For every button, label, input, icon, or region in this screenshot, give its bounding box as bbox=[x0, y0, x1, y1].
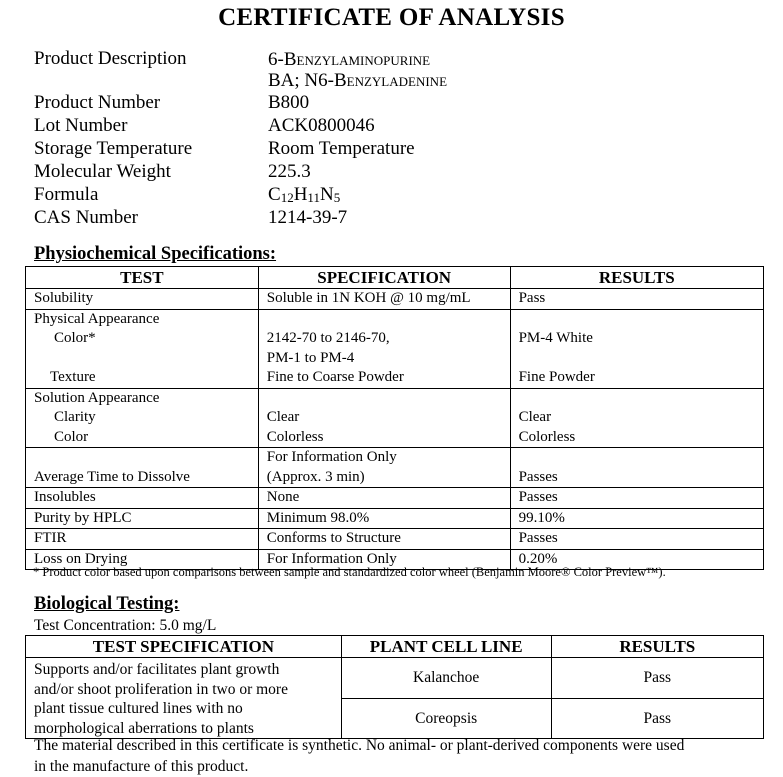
result-cell: Passes bbox=[510, 529, 763, 550]
result-cell: Pass bbox=[551, 658, 763, 699]
test-specification-cell: Supports and/or facilitates plant growth and/or shoot proliferation in two or more plant tissue cultured lines with no morphological aberrations to plants bbox=[26, 658, 342, 739]
product-synonyms: BA; N6-Benzyladenine bbox=[268, 70, 448, 91]
physiochemical-table bbox=[25, 266, 764, 570]
result-cell: 0.20% bbox=[510, 549, 763, 570]
result-cell: Passes bbox=[510, 488, 763, 509]
test-cell: Solubility bbox=[26, 289, 259, 310]
table-row bbox=[26, 289, 764, 310]
table-row bbox=[26, 309, 764, 388]
product-name: 6-Benzylaminopurine bbox=[268, 49, 431, 70]
cas-number-label: CAS Number bbox=[34, 207, 138, 228]
test-cell: FTIR bbox=[26, 529, 259, 550]
result-cell: Passes bbox=[510, 448, 763, 488]
table-row bbox=[26, 448, 764, 488]
table-row bbox=[26, 388, 764, 448]
result-cell: Clear Colorless bbox=[510, 388, 763, 448]
test-cell: Insolubles bbox=[26, 488, 259, 509]
column-header-plant-cell-line: PLANT CELL LINE bbox=[341, 636, 551, 658]
test-concentration: Test Concentration: 5.0 mg/L bbox=[34, 617, 217, 634]
test-cell: Solution Appearance Clarity Color bbox=[26, 388, 259, 448]
column-header-test: TEST bbox=[26, 267, 259, 289]
molecular-weight-label: Molecular Weight bbox=[34, 161, 171, 182]
lot-number-value: ACK0800046 bbox=[268, 115, 375, 136]
test-cell: Physical Appearance Color* Texture bbox=[26, 309, 259, 388]
product-number-value: B800 bbox=[268, 92, 310, 113]
column-header-specification: SPECIFICATION bbox=[258, 267, 510, 289]
result-cell: PM-4 White Fine Powder bbox=[510, 309, 763, 388]
result-cell: 99.10% bbox=[510, 508, 763, 529]
lot-number-label: Lot Number bbox=[34, 115, 128, 136]
column-header-test-specification: TEST SPECIFICATION bbox=[26, 636, 342, 658]
storage-temperature-label: Storage Temperature bbox=[34, 138, 193, 159]
table-row bbox=[26, 529, 764, 550]
spec-cell: Minimum 98.0% bbox=[258, 508, 510, 529]
product-number-label: Product Number bbox=[34, 92, 161, 113]
spec-cell: Soluble in 1N KOH @ 10 mg/mL bbox=[258, 289, 510, 310]
test-cell: Loss on Drying bbox=[26, 549, 259, 570]
table-header-row bbox=[26, 636, 764, 658]
table-row bbox=[26, 658, 764, 699]
biological-testing-heading: Biological Testing: bbox=[34, 594, 180, 614]
spec-cell: For Information Only bbox=[258, 549, 510, 570]
formula-value: $C_{12}H_{11}N_5$ bbox=[268, 184, 341, 205]
certificate-title: CERTIFICATE OF ANALYSIS bbox=[218, 4, 565, 31]
column-header-results: RESULTS bbox=[510, 267, 763, 289]
test-cell: Average Time to Dissolve bbox=[26, 448, 259, 488]
physiochemical-heading: Physiochemical Specifications: bbox=[34, 244, 277, 264]
color-footnote: * Product color based upon comparisons between sample and standardized color wheel (Benjamin Moore® Color Preview™). bbox=[33, 565, 666, 579]
cas-number-value: 1214-39-7 bbox=[268, 207, 348, 228]
spec-cell: Clear Colorless bbox=[258, 388, 510, 448]
table-header-row bbox=[26, 267, 764, 289]
spec-cell: None bbox=[258, 488, 510, 509]
synthetic-statement: The material described in this certificate is synthetic. No animal- or plant-derived components were used in the manufacture of this product. bbox=[34, 737, 685, 775]
product-description-label: Product Description bbox=[34, 48, 187, 69]
column-header-results: RESULTS bbox=[551, 636, 763, 658]
test-cell: Purity by HPLC bbox=[26, 508, 259, 529]
table-row bbox=[26, 508, 764, 529]
plant-cell-line-cell: Coreopsis bbox=[341, 698, 551, 739]
spec-cell: Conforms to Structure bbox=[258, 529, 510, 550]
table-row bbox=[26, 488, 764, 509]
result-cell: Pass bbox=[551, 698, 763, 739]
biological-table bbox=[25, 635, 764, 739]
spec-cell: For Information Only (Approx. 3 min) bbox=[258, 448, 510, 488]
spec-cell: 2142-70 to 2146-70, PM-1 to PM-4 Fine to Coarse Powder bbox=[258, 309, 510, 388]
storage-temperature-value: Room Temperature bbox=[268, 138, 415, 159]
plant-cell-line-cell: Kalanchoe bbox=[341, 658, 551, 699]
result-cell: Pass bbox=[510, 289, 763, 310]
formula-label: Formula bbox=[34, 184, 99, 205]
molecular-weight-value: 225.3 bbox=[268, 161, 311, 182]
